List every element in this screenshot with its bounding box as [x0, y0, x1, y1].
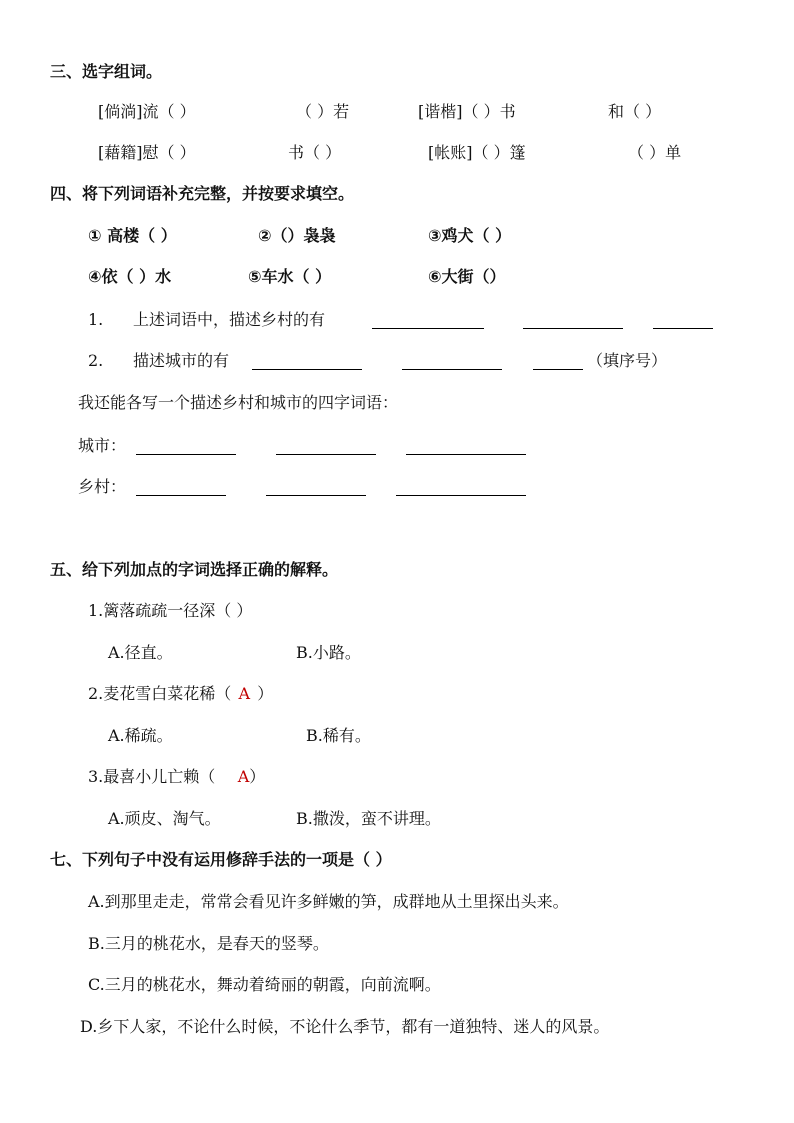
- s3-item: [谐楷]（ ）书: [418, 102, 516, 121]
- s7-option-b: B.三月的桃花水，是春天的竖琴。: [88, 934, 329, 953]
- s7-option-c: C.三月的桃花水，舞动着绮丽的朝霞，向前流啊。: [88, 975, 441, 994]
- village-blank[interactable]: [266, 477, 366, 496]
- s5-q1: 1.篱落疏疏一径深（ ）: [88, 601, 253, 620]
- s5-q2-close: ）: [257, 684, 274, 703]
- s4-q1-label: 1.: [88, 310, 104, 329]
- s3-item: [藉籍]慰（ ）: [98, 143, 196, 162]
- s5-q2-option-a: A.稀疏。: [108, 726, 173, 745]
- s4-q2-suffix: （填序号）: [587, 351, 668, 370]
- s5-q1-option-a: A.径直。: [108, 643, 173, 662]
- s4-q2-blank[interactable]: [402, 351, 502, 370]
- s4-item: ① 高楼（ ）: [88, 226, 177, 245]
- s4-q1-text: 上述词语中，描述乡村的有: [133, 310, 326, 329]
- s4-q2-blank[interactable]: [252, 351, 362, 370]
- section-5-title: 五、给下列加点的字词选择正确的解释。: [50, 560, 339, 579]
- s4-item: ②（）袅袅: [258, 226, 336, 245]
- s4-item: ⑤车水（ ）: [248, 267, 332, 286]
- s5-q2-stem: 2.麦花雪白菜花稀（: [88, 684, 232, 703]
- s3-item: [帐账]（ ）篷: [428, 143, 526, 162]
- s5-q2-answer: A: [238, 684, 251, 703]
- s3-item: （ ）若: [296, 102, 350, 121]
- s3-item: [倘淌]流（ ）: [98, 102, 196, 121]
- s4-item: ④依（ ）水: [88, 267, 172, 286]
- city-blank[interactable]: [276, 436, 376, 455]
- s4-extra: 我还能各写一个描述乡村和城市的四字词语：: [78, 393, 399, 412]
- s5-q3-option-a: A.顽皮、淘气。: [108, 809, 221, 828]
- section-3-title: 三、选字组词。: [50, 62, 163, 81]
- s5-q1-option-b: B.小路。: [296, 643, 361, 662]
- city-blank[interactable]: [406, 436, 526, 455]
- s4-q2-blank[interactable]: [533, 351, 583, 370]
- s4-q2-text: 描述城市的有: [133, 351, 230, 370]
- village-blank[interactable]: [136, 477, 226, 496]
- city-blank[interactable]: [136, 436, 236, 455]
- s5-q3-option-b: B.撒泼，蛮不讲理。: [296, 809, 441, 828]
- s7-option-d: D.乡下人家，不论什么时候，不论什么季节，都有一道独特、迷人的风景。: [80, 1017, 610, 1036]
- s3-item: （ ）单: [628, 143, 682, 162]
- s5-q2-option-b: B.稀有。: [306, 726, 371, 745]
- s5-q2: [88, 684, 273, 704]
- section-7-title: 七、下列句子中没有运用修辞手法的一项是（ ）: [50, 850, 392, 869]
- s5-q3: [88, 767, 265, 787]
- section-4-title: 四、将下列词语补充完整，并按要求填空。: [50, 184, 355, 203]
- s4-q1-blank[interactable]: [372, 310, 484, 329]
- village-blank[interactable]: [396, 477, 526, 496]
- s5-q3-stem: 3.最喜小儿亡赖（: [88, 767, 216, 786]
- s5-q3-close: ）: [249, 767, 266, 786]
- s4-item: ③鸡犬（ ）: [428, 226, 512, 245]
- s4-village-label: 乡村：: [78, 477, 127, 496]
- s4-q2-label: 2.: [88, 351, 104, 370]
- s4-q1-blank[interactable]: [523, 310, 623, 329]
- s7-option-a: A.到那里走走，常常会看见许多鲜嫩的笋，成群地从土里探出头来。: [88, 892, 569, 911]
- s5-q3-answer: A: [237, 767, 250, 786]
- s4-q1-blank[interactable]: [653, 310, 713, 329]
- s3-item: 和（ ）: [608, 102, 662, 121]
- s3-item: 书（ ）: [288, 143, 342, 162]
- s4-item: ⑥大街（）: [428, 267, 506, 286]
- s4-city-label: 城市：: [78, 436, 127, 455]
